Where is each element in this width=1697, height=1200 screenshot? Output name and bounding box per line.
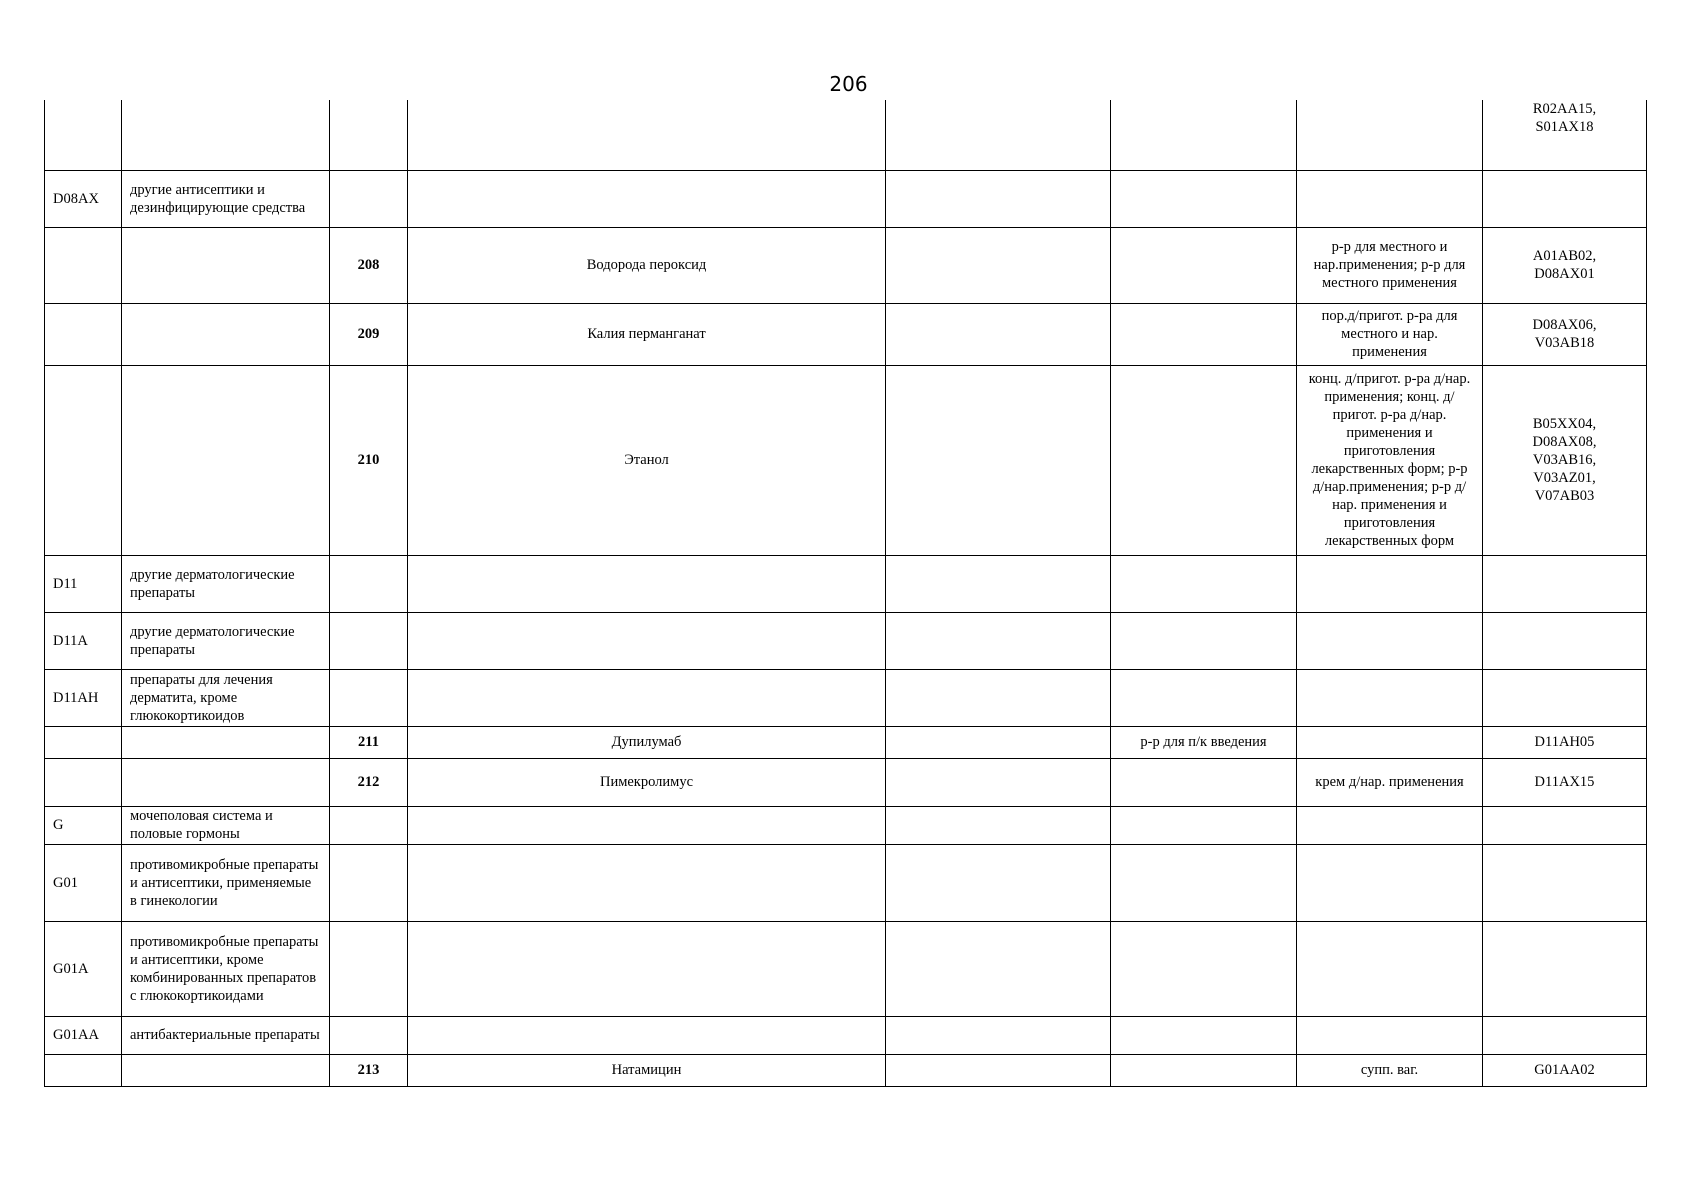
dosage-form-alt-cell — [1297, 921, 1483, 1016]
group-name-cell: другие дерматологические препараты — [122, 555, 330, 612]
item-number-cell — [330, 612, 408, 669]
item-number-cell — [330, 921, 408, 1016]
group-name-cell: антибактериальные препараты — [122, 1016, 330, 1054]
atc-code-cell — [45, 100, 122, 170]
dosage-form-alt-cell: пор.д/пригот. р-ра для местного и нар. применения — [1297, 303, 1483, 365]
drug-name-cell: Водорода пероксид — [408, 227, 886, 303]
drug-name-cell — [408, 844, 886, 921]
atc-code-cell — [45, 227, 122, 303]
group-name-cell — [122, 227, 330, 303]
drug-name-cell — [408, 669, 886, 726]
drug-name-cell — [408, 612, 886, 669]
drug-name-cell — [408, 806, 886, 844]
dosage-form-cell — [1111, 170, 1297, 227]
atc-codes-cell: D08AX06, V03AB18 — [1483, 303, 1647, 365]
item-number-cell: 213 — [330, 1054, 408, 1086]
group-name-cell — [122, 303, 330, 365]
drug-name-cell: Калия перманганат — [408, 303, 886, 365]
dosage-form-cell — [1111, 758, 1297, 806]
item-number-cell: 211 — [330, 726, 408, 758]
dosage-form-alt-cell: конц. д/пригот. р-ра д/нар. применения; конц. д/пригот. р-ра д/нар. применения и приготовления лекарственных форм; р-р д/нар.применения; р-р д/нар. применения и приготовления лекарственных форм — [1297, 365, 1483, 555]
item-number-cell: 210 — [330, 365, 408, 555]
dosage-form-cell — [1111, 921, 1297, 1016]
drug-name-cell — [408, 170, 886, 227]
item-number-cell — [330, 669, 408, 726]
empty-column-cell — [886, 365, 1111, 555]
dosage-form-cell — [1111, 844, 1297, 921]
group-name-cell — [122, 726, 330, 758]
atc-codes-cell — [1483, 669, 1647, 726]
atc-code-cell — [45, 303, 122, 365]
drug-name-cell: Этанол — [408, 365, 886, 555]
empty-column-cell — [886, 726, 1111, 758]
dosage-form-cell — [1111, 365, 1297, 555]
item-number-cell — [330, 844, 408, 921]
drug-name-cell — [408, 1016, 886, 1054]
atc-codes-cell: R02AA15, S01AX18 — [1483, 100, 1647, 170]
atc-code-cell: G01 — [45, 844, 122, 921]
drug-name-cell: Пимекролимус — [408, 758, 886, 806]
dosage-form-alt-cell — [1297, 612, 1483, 669]
dosage-form-cell — [1111, 1054, 1297, 1086]
group-name-cell — [122, 1054, 330, 1086]
empty-column-cell — [886, 170, 1111, 227]
dosage-form-cell — [1111, 100, 1297, 170]
empty-column-cell — [886, 100, 1111, 170]
atc-code-cell: G01A — [45, 921, 122, 1016]
group-name-cell — [122, 365, 330, 555]
drug-name-cell: Дупилумаб — [408, 726, 886, 758]
atc-codes-cell: G01AA02 — [1483, 1054, 1647, 1086]
empty-column-cell — [886, 758, 1111, 806]
group-name-cell — [122, 758, 330, 806]
item-number-cell: 212 — [330, 758, 408, 806]
item-number-cell — [330, 100, 408, 170]
dosage-form-cell — [1111, 303, 1297, 365]
dosage-form-cell: р-р для п/к введения — [1111, 726, 1297, 758]
item-number-cell — [330, 1016, 408, 1054]
empty-column-cell — [886, 669, 1111, 726]
atc-code-cell — [45, 1054, 122, 1086]
atc-code-cell: D11AH — [45, 669, 122, 726]
empty-column-cell — [886, 921, 1111, 1016]
atc-code-cell: G01AA — [45, 1016, 122, 1054]
atc-code-cell: D11 — [45, 555, 122, 612]
empty-column-cell — [886, 612, 1111, 669]
atc-code-cell: D08AX — [45, 170, 122, 227]
dosage-form-alt-cell — [1297, 555, 1483, 612]
item-number-cell — [330, 170, 408, 227]
dosage-form-alt-cell: крем д/нар. применения — [1297, 758, 1483, 806]
empty-column-cell — [886, 303, 1111, 365]
dosage-form-alt-cell — [1297, 806, 1483, 844]
group-name-cell: другие антисептики и дезинфицирующие средства — [122, 170, 330, 227]
atc-codes-cell — [1483, 170, 1647, 227]
dosage-form-cell — [1111, 806, 1297, 844]
dosage-form-alt-cell — [1297, 669, 1483, 726]
dosage-form-alt-cell: р-р для местного и нар.применения; р-р для местного применения — [1297, 227, 1483, 303]
drug-table — [44, 100, 1647, 1087]
dosage-form-cell — [1111, 1016, 1297, 1054]
item-number-cell: 208 — [330, 227, 408, 303]
atc-code-cell — [45, 758, 122, 806]
empty-column-cell — [886, 555, 1111, 612]
group-name-cell: препараты для лечения дерматита, кроме глюкокортикоидов — [122, 669, 330, 726]
atc-code-cell: G — [45, 806, 122, 844]
drug-name-cell — [408, 555, 886, 612]
atc-codes-cell: B05XX04, D08AX08, V03AB16, V03AZ01, V07AB03 — [1483, 365, 1647, 555]
atc-codes-cell — [1483, 555, 1647, 612]
empty-column-cell — [886, 806, 1111, 844]
atc-codes-cell — [1483, 1016, 1647, 1054]
atc-codes-cell: D11AH05 — [1483, 726, 1647, 758]
dosage-form-alt-cell — [1297, 170, 1483, 227]
atc-codes-cell — [1483, 612, 1647, 669]
atc-codes-cell — [1483, 844, 1647, 921]
atc-codes-cell — [1483, 806, 1647, 844]
empty-column-cell — [886, 844, 1111, 921]
item-number-cell: 209 — [330, 303, 408, 365]
dosage-form-alt-cell: супп. ваг. — [1297, 1054, 1483, 1086]
group-name-cell: противомикробные препараты и антисептики, кроме комбинированных препаратов с глюкокортикоидами — [122, 921, 330, 1016]
page-number: 206 — [829, 72, 868, 96]
dosage-form-alt-cell — [1297, 100, 1483, 170]
item-number-cell — [330, 555, 408, 612]
empty-column-cell — [886, 1054, 1111, 1086]
atc-codes-cell: D11AX15 — [1483, 758, 1647, 806]
dosage-form-alt-cell — [1297, 726, 1483, 758]
item-number-cell — [330, 806, 408, 844]
dosage-form-cell — [1111, 669, 1297, 726]
drug-name-cell: Натамицин — [408, 1054, 886, 1086]
dosage-form-alt-cell — [1297, 844, 1483, 921]
empty-column-cell — [886, 1016, 1111, 1054]
dosage-form-cell — [1111, 612, 1297, 669]
atc-code-cell — [45, 726, 122, 758]
atc-codes-cell: A01AB02, D08AX01 — [1483, 227, 1647, 303]
group-name-cell — [122, 100, 330, 170]
drug-name-cell — [408, 100, 886, 170]
dosage-form-cell — [1111, 555, 1297, 612]
group-name-cell: другие дерматологические препараты — [122, 612, 330, 669]
atc-code-cell — [45, 365, 122, 555]
group-name-cell: противомикробные препараты и антисептики, применяемые в гинекологии — [122, 844, 330, 921]
atc-codes-cell — [1483, 921, 1647, 1016]
atc-code-cell: D11A — [45, 612, 122, 669]
drug-name-cell — [408, 921, 886, 1016]
group-name-cell: мочеполовая система и половые гормоны — [122, 806, 330, 844]
dosage-form-alt-cell — [1297, 1016, 1483, 1054]
dosage-form-cell — [1111, 227, 1297, 303]
empty-column-cell — [886, 227, 1111, 303]
